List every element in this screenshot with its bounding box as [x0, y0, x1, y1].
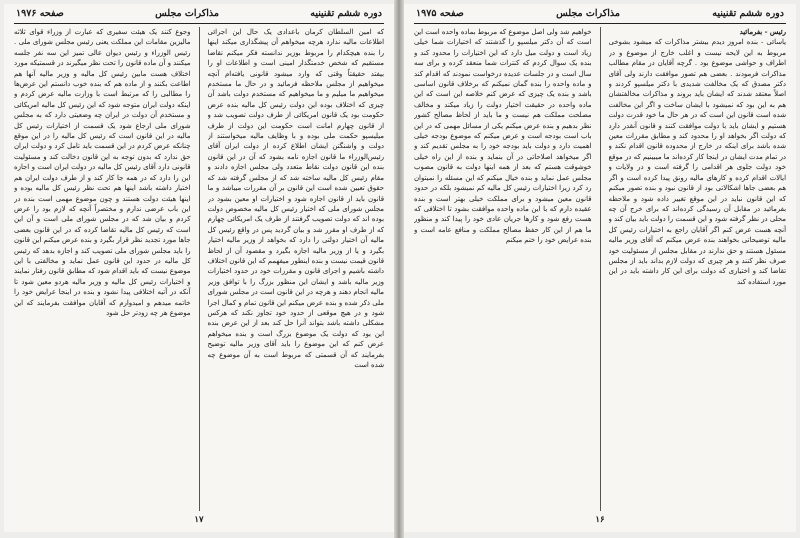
- right-header-page-label: صفحه ۱۹۷۵: [416, 8, 464, 19]
- left-header-page-label: صفحه ۱۹۷۶: [16, 8, 64, 19]
- left-page-number: [14, 515, 384, 525]
- left-page-left-column-text: وجوع کنند یک هیئت سفیری که عبارت از وزراء قوای ثلاثه مالیزین مقامات این مملکت یعنی رئیس مجلس شورای ملی . رئیس الوزراء و رئیس دیوان عالی تمیز این سه نفر جلسه میکنند و آن ماده قانون را تحت نظر میگیرند در قسمتیکه مورد اختلاف هست مابین رئیس کل مالیه و وزیر مالیه آنها هم اطاعت بکنند و از ماده هم که بنده خوب دانستم این عرض‌ها را مطالبی را که مرتبط است با وزارت مالیه عرض کردم و اینکه دولت ایران متوجه شود که این رئیس کل مالیه امریکائی و مستخدم آن دولت در ایران چه وضعیتی دارد که به مجلس شورای ملی ارجاع شود یک قسمت از اختیارات رئیس کل مالیه در این قانون است که رئیس کل مالیه را در این موقع چنانکه عرض کردم در این قسمت باید تامل کرد و دولت ایران حق ندارد که بدون توجه به این قانون دخالت کند و مسئولیت قانونی دارد آقای رئیس کل مالیه در دولت ایران است و اجازه این را دارد که در همه جا کار کند و از طرف دولت ایران هم اختیار داشته باشد اینها هم تحت نظر رئیس کل مالیه بوده و اینها هیئت دولت هستند و چون موضوع مهمی است بنده در این باب عرضی ندارم و مختصراً آنچه که لازم بود را عرض کردم و بیان شد که در مجلس شورای ملی است و آن این است که رئیس کل مالیه تقاضا کرده که در این قانون بعضی جاها مورد تجدید نظر قرار بگیرد و بنده عرض میکنم این قانون را باید مجلس شورای ملی تصویب کند و اجازه بدهد که رئیس کل مالیه در حدود این قانون عمل نماید و مخالفتی با این موضوع نیست که باید اقدام شود که مطابق قانون رفتار نمایند و اختیارات رئیس کل مالیه و وزیر مالیه هردو معین شود تا آنکه در آتیه اختلافی پیدا نشود و بنده در اینجا عرایض خود را خاتمه میدهم و امیدوارم که آقایان موافقت بفرمایند که این موضوع هر چه زودتر حل شود: [14, 28, 191, 317]
- column-divider: [199, 27, 200, 511]
- right-header-title: مذاکرات مجلس: [556, 8, 620, 19]
- left-header-session: دوره ششم تقنینیه: [310, 8, 382, 19]
- left-page-right-column-text: که امین السلطان کرمان باعدادی یک حال این اجرائی اطلاعات مالیه ندارد هرچه میخواهم آن پیشگذاری میکند اینها را بنده هیچکدام را مربوط بوزیر ندانسته فکر میکنم تقاضا مستقیم که شخص خدمتگذار امینی است و اطلاعات او را بیفتد حقیقتاً وقتی که وارد میشود قانونی یافته‌ام آنچه میخواهیم از مجلس ملاحظه فرمائید و در حال ما مستخدم میخواهیم ما میلیم و ما میخواهیم که مستخدم دولت باشد آن چیزی که اختلاف بوده این دولت رئیس کل مالیه بنده عرض حکومت بود یک قانون امریکائی از طرف دولت تصویب شد و از قانون چهارم امانت است حکومت این دولت از طرف میلیسپو حکمت ملی بوده و با وظایف مالیه میخواستند از دولت و واشنگتن ایشان اطلاع کرده از دولت ایران آقای رئیس‌الوزراء ما قانون اجازه نامه بشود که آن در این قانون بنده این قانون دولت نقاط متعدد ولی مجلس اجازه دادند و مقام رئیس کل مالیه ساخته شد که از مجلس گرفته شد که حقوق تعیین شده است این قانون بر آن مقررات میباشد و ما قانون باید از قانون اجازه شود و اختیارات او معین بشود در مجلس شورای ملی که اختیار رئیس کل مالیه مخصوص دولت بوده اند که دولت تصویب گرفتند از طرف یک امریکائی چهارم که از طرف او مقرر شد و بیان گردید پس در واقع رئیس کل مالیه آن اختیار دولتی را دارد که بخواهد از وزیر مالیه اختیار بگیرد و یا از وزیر مالیه اجازه بگیرد و مقصود آن از لحاظ قانون قیمت نیست و بنده اینطور میفهمم که این قانون اختلاف داشته باشیم و اجرای قانون و مقررات خود در حدود اختیارات وزیر مالیه باشد و ایشان این منظور بزرگ را با توافق وزیر مالیه انجام دهند و هرچه در این قانون است در مجلس شورای ملی ذکر شده و بنده عرض میکنم این قانون تمام و کمال اجرا شود و در هیچ موقعی از حدود خود تجاوز نکند که هرکس مشکلی داشته باشد بتواند آنرا حل کند بعد از این عرض بنده این بود که دولت یک موضوع بزرگ است و بنده میخواهم عرض کنم که این موضوع را باید آقای وزیر مالیه توضیح بفرمایند که آن قسمتی که مربوط است به آن موضوع چه شده است: [207, 28, 384, 369]
- book-gutter: [394, 0, 404, 538]
- column-divider: [600, 27, 601, 511]
- left-page: [4, 4, 394, 532]
- right-header-session: دوره ششم تقنینیه: [712, 8, 784, 19]
- right-page-left-column-text: خواهیم شد ولی اصل موضوع که مربوط بماده واحده است این است که آن دکتر میلسپو را گذشتند که اختیارات شما خیلی زیاد است و دولت میل دارد که این اختیارات را محدود کند و بنده یک سوال کردم که کنترات شما منعقد کرده و برای سه سال است و در جلسات عدیده درخواست نمودند که اقدام کند و ماده واحده را بنده گمان نمیکنم که برخلاف قانون اساسی باشد و بنده یک چیزی که عرض کنم خلاصه این است که این ماده واحده در حقیقت اختیار دولت را زیاد میکند و مخالف مصلحت مملکت هم نیست و ما باید از لحاظ مصالح کشور نظر بدهیم و بنده عرض میکنم یکی از مسائل مهمی که در این باب است بودجه است و عرض میکنم که موضوع بودجه خیلی اهمیت دارد و دولت باید بودجه خود را به مجلس تقدیم کند و اگر میخواهد اصلاحاتی در آن بنماید و بنده از این راه خیلی خوشوقت هستم که بعد از همه اینها دولت به قانون مصوب مجلس عمل نماید و بنده خیال میکنم که این مسئله را نمیتوان رد کرد زیرا اختیارات رئیس کل مالیه کم نمیشود بلکه در حدود قانون معین میشود و برای مملکت خیلی بهتر است و بنده عقیده دارم که با این ماده واحده موافقت بشود تا اختلافی که هست رفع شود و کارها جریان عادی خود را پیدا کند و منظور ما هم از این کار حفظ مصالح مملکت و منافع عامه است و بنده عرایض خود را ختم میکنم: [414, 28, 592, 245]
- left-page-number-text: ۱۷: [194, 515, 204, 525]
- right-page-right-column: [609, 27, 787, 511]
- left-page-columns: [14, 27, 384, 511]
- left-page-left-column: [14, 27, 191, 511]
- left-page-header: [14, 8, 384, 22]
- left-header-rule: [14, 23, 384, 24]
- right-page-number: [414, 515, 786, 525]
- right-page-right-column-heading: رئیس - بفرمائید: [739, 28, 786, 36]
- right-page: [404, 4, 796, 532]
- left-header-title: مذاکرات مجلس: [155, 8, 219, 19]
- left-page-right-column: [208, 27, 385, 511]
- right-page-number-text: ۱۶: [595, 515, 605, 525]
- right-page-right-column-text: یاسائی - بنده امروز دیدم بیشتر مذاکرات که میشود بشوخی مربوط به این لایحه نیست و اغلب خارج از موضوع و در اطراف و حواشی موضوع بود . گرچه آقایان در مقام مطالب مذاکرات فرمودند . بعضی هم تصور موافقت دارند ولی آقای دکتر مصدق که یک مخالفت شدیدی با دکتر میلسپو کردند و اصلاً معتقد شدند که ایشان باید بروند و مذاکرات مخالفتشان هم به این بود که نمیشود با ایشان ساخت و اگر این مخالفت شده است قانون این است که در هر حال ما خود قدرت دولت هستیم و ایشان باید با دولت موافقت کنند و قانون آنقدر دارد که دولت اگر بخواهد او را محدود کند و مطابق مقررات معین شده باشد برای اینکه در خارج از محدوده قانون اقدام نکند و در تمام مدت ایشان در اینجا کار کرده‌اند ما میبینیم که در موقع خود دولت جلوی هر اقدامی را گرفته است و در ولایات و ایالات اقدام کرده و کارهای مالیه رونق پیدا کرده است و اگر هم بعضی جاها اشکالاتی بود از قانون نبود و بنده تصور میکنم که این قانون نباید در این موقع تغییر داده شود و ملاحظه بفرمائید در مقابل آن رسیدگی کرده‌اند که برای خرج آن چه محلی در نظر گرفته شود و این قسمت را دولت باید بیان کند و آنچه هست عرض کنم اگر آقایان راجع به اختیارات رئیس کل مالیه توضیحاتی بخواهند بنده عرض میکنم که آقای وزیر مالیه مسئول هستند و حق ندارند در مقابل مجلس از مسئولیت خود صرف نظر کنند و هر چیزی که دولت لازم بداند باید از مجلس تقاضا کند و اختیاری که دولت برای این کار داشته باید در این مورد استفاده کند: [608, 38, 786, 286]
- right-page-columns: [414, 27, 786, 511]
- right-page-left-column: [414, 27, 592, 511]
- right-header-rule: [414, 23, 786, 24]
- right-page-header: [414, 8, 786, 22]
